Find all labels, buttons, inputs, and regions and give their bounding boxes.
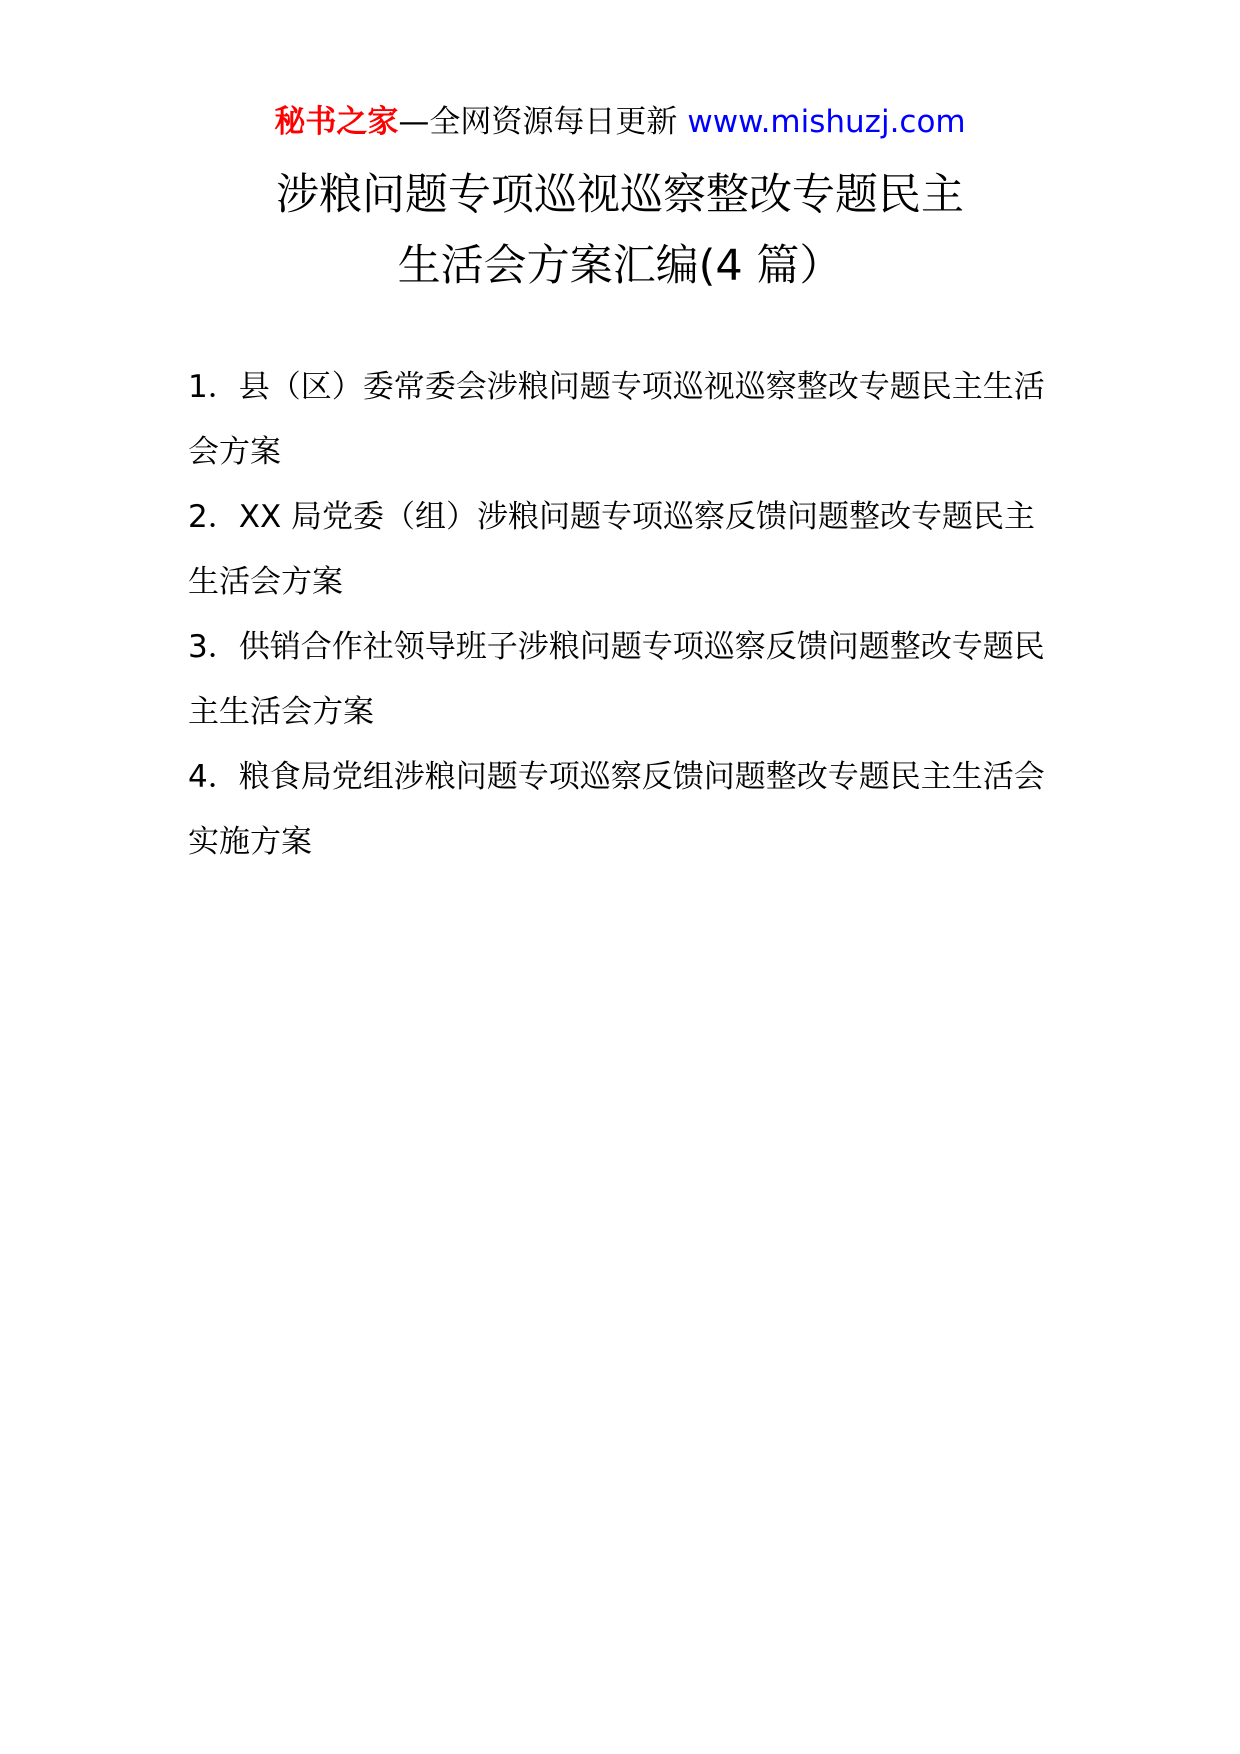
title-line-2: 生活会方案汇编(4 篇） [397,241,843,291]
brand-name: 秘书之家 [274,104,399,140]
document-title [0,160,1240,302]
site-header [0,100,1240,144]
toc-item-1: 1．县（区）委常委会涉粮问题专项巡视巡察整改专题民主生活会方案 [188,369,1045,470]
toc-item-3: 3．供销合作社领导班子涉粮问题专项巡察反馈问题整改专题民主生活会方案 [188,629,1045,730]
title-line-1: 涉粮问题专项巡视巡察整改专题民主 [276,170,964,220]
toc-item-4: 4．粮食局党组涉粮问题专项巡察反馈问题整改专题民主生活会实施方案 [188,759,1045,860]
toc-item-2: 2．XX 局党委（组）涉粮问题专项巡察反馈问题整改专题民主生活会方案 [188,499,1036,600]
site-url-link[interactable]: www.mishuzj.com [687,104,966,140]
header-tagline: —全网资源每日更新 [398,104,678,140]
table-of-contents [188,355,1058,875]
